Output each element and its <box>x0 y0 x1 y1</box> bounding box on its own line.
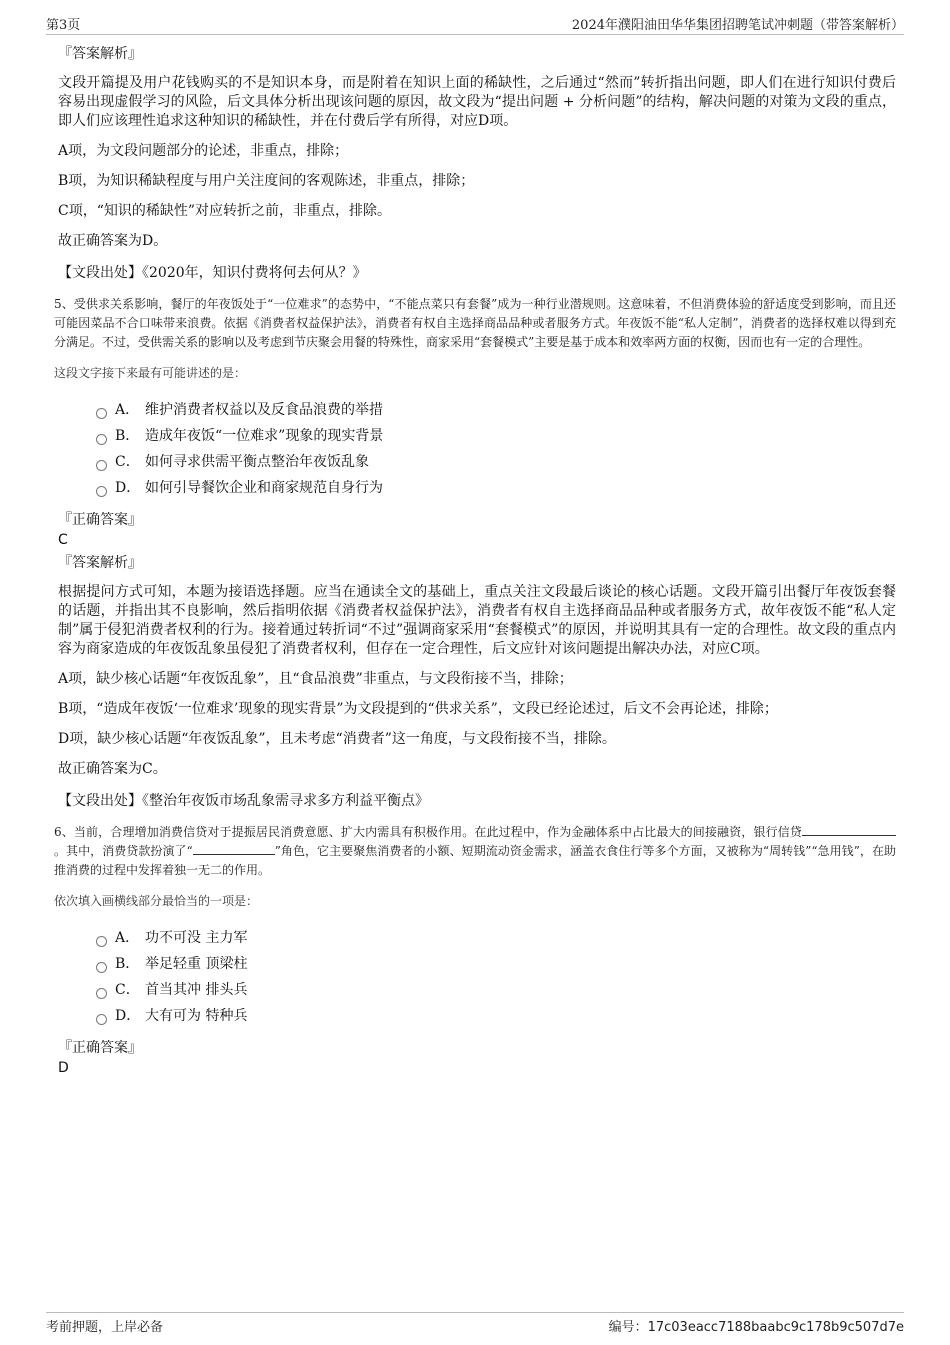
q6-options <box>96 928 896 1032</box>
radio-icon[interactable] <box>96 486 107 497</box>
q6-prompt: 依次填入画横线部分最恰当的一项是： <box>54 894 259 908</box>
q6-correct-answer: D <box>58 1060 69 1076</box>
q4-option-c-note: C项，“知识的稀缺性”对应转折之前，非重点，排除。 <box>58 203 392 219</box>
q5-correct-tag: 『正确答案』 <box>58 512 142 528</box>
q5-options <box>96 400 896 504</box>
q5-option-a[interactable]: A． 维护消费者权益以及反食品浪费的举措 <box>96 400 896 426</box>
q4-source: 【文段出处】《2020年，知识付费将何去何从？》 <box>58 265 367 281</box>
q4-option-b-note: B项，为知识稀缺程度与用户关注度间的客观陈述，非重点，排除； <box>58 173 475 189</box>
q5-conclusion: 故正确答案为C。 <box>58 761 167 777</box>
q5-option-b[interactable]: B． 造成年夜饭“一位难求”现象的现实背景 <box>96 426 896 452</box>
q5-option-d[interactable]: D． 如何引导餐饮企业和商家规范自身行为 <box>96 478 896 504</box>
q5-analysis-tag: 『答案解析』 <box>58 555 142 571</box>
page-number: 第3页 <box>46 18 81 33</box>
q5-option-a-note: A项，缺少核心话题“年夜饭乱象”，且“食品浪费”非重点，与文段衔接不当，排除； <box>58 671 573 687</box>
q6-question-text: 6、当前，合理增加消费信贷对于提振居民消费意愿、扩大内需具有积极作用。在此过程中，作为金融体系中占比最大的间接融资，银行信贷。其中，消费贷款扮演了“ ”角色，它主要聚焦消费者的小额、短期流动资金需求，涵盖衣食住行等多个方面，又被称为“周转钱”“急用钱”，在助推消费的过程中发挥着独一无二的作用。 <box>54 825 896 877</box>
radio-icon[interactable] <box>96 408 107 419</box>
q5-correct-answer: C <box>58 532 68 548</box>
fill-blank-2[interactable] <box>193 842 275 855</box>
document-title: 2024年濮阳油田华华集团招聘笔试冲刺题（带答案解析） <box>571 18 904 33</box>
page-content <box>56 44 896 1077</box>
footer-slogan: 考前押题，上岸必备 <box>46 1320 164 1335</box>
q4-analysis-tag: 『答案解析』 <box>58 46 142 62</box>
q5-source: 【文段出处】《整治年夜饭市场乱象需寻求多方利益平衡点》 <box>58 793 429 809</box>
q5-option-c[interactable]: C． 如何寻求供需平衡点整治年夜饭乱象 <box>96 452 896 478</box>
radio-icon[interactable] <box>96 434 107 445</box>
footer-code: 编号：17c03eacc7188baabc9c178b9c507d7e <box>608 1320 904 1335</box>
q5-option-d-note: D项，缺少核心话题“年夜饭乱象”，且未考虑“消费者”这一角度，与文段衔接不当，排除。 <box>58 731 616 747</box>
q5-option-b-note: B项，“造成年夜饭‘一位难求’现象的现实背景”为文段提到的“供求关系”，文段已经论述过，后文不会再论述，排除； <box>58 701 778 717</box>
radio-icon[interactable] <box>96 988 107 999</box>
q6-correct-tag: 『正确答案』 <box>58 1040 142 1056</box>
page-footer <box>46 1312 904 1336</box>
radio-icon[interactable] <box>96 1014 107 1025</box>
radio-icon[interactable] <box>96 936 107 947</box>
fill-blank-1[interactable] <box>802 823 896 836</box>
page-header <box>46 14 904 35</box>
q6-option-b[interactable]: B． 举足轻重 顶梁柱 <box>96 954 896 980</box>
q5-analysis: 根据提问方式可知，本题为接语选择题。应当在通读全文的基础上，重点关注文段最后谈论的核心话题。文段开篇引出餐厅年夜饭套餐的话题，并指出其不良影响，然后指明依据《消费者权益保护法》，消费者有权自主选择商品品种或者服务方式，故年夜饭不能“私人定制”属于侵犯消费者权利的行为。接着通过转折词“不过”强调商家采用“套餐模式”的原因，并说明其具有一定的合理性。故文段的重点内容为商家造成的年夜饭乱象虽侵犯了消费者权利，但存在一定合理性，后文应针对该问题提出解决办法，对应C项。 <box>58 584 896 657</box>
q4-analysis: 文段开篇提及用户花钱购买的不是知识本身，而是附着在知识上面的稀缺性，之后通过“然而”转折指出问题，即人们在进行知识付费后容易出现虚假学习的风险，后文具体分析出现该问题的原因，故文段为“提出问题 + 分析问题”的结构，解决问题的对策为文段的重点，即人们应该理性追求这种知识的稀缺性，并在付费后学有所得，对应D项。 <box>58 75 896 129</box>
q4-conclusion: 故正确答案为D。 <box>58 233 168 249</box>
radio-icon[interactable] <box>96 460 107 471</box>
q6-option-c[interactable]: C． 首当其冲 排头兵 <box>96 980 896 1006</box>
q5-question-text: 5、受供求关系影响，餐厅的年夜饭处于“一位难求”的态势中，“不能点菜只有套餐”成为一种行业潜规则。这意味着，不但消费体验的舒适度受到影响，而且还可能因菜品不合口味带来浪费。依据《消费者权益保护法》，消费者有权自主选择商品品种或者服务方式。年夜饭不能“私人定制”，消费者的选择权难以得到充分满足。不过，受供需关系的影响以及考虑到节庆聚会用餐的特殊性，商家采用“套餐模式”主要是基于成本和效率两方面的权衡，因而也有一定的合理性。 <box>54 297 896 349</box>
q5-prompt: 这段文字接下来最有可能讲述的是： <box>54 366 247 380</box>
q4-option-a-note: A项，为文段问题部分的论述，非重点，排除； <box>58 143 349 159</box>
q6-option-d[interactable]: D． 大有可为 特种兵 <box>96 1006 896 1032</box>
radio-icon[interactable] <box>96 962 107 973</box>
q6-option-a[interactable]: A． 功不可没 主力军 <box>96 928 896 954</box>
